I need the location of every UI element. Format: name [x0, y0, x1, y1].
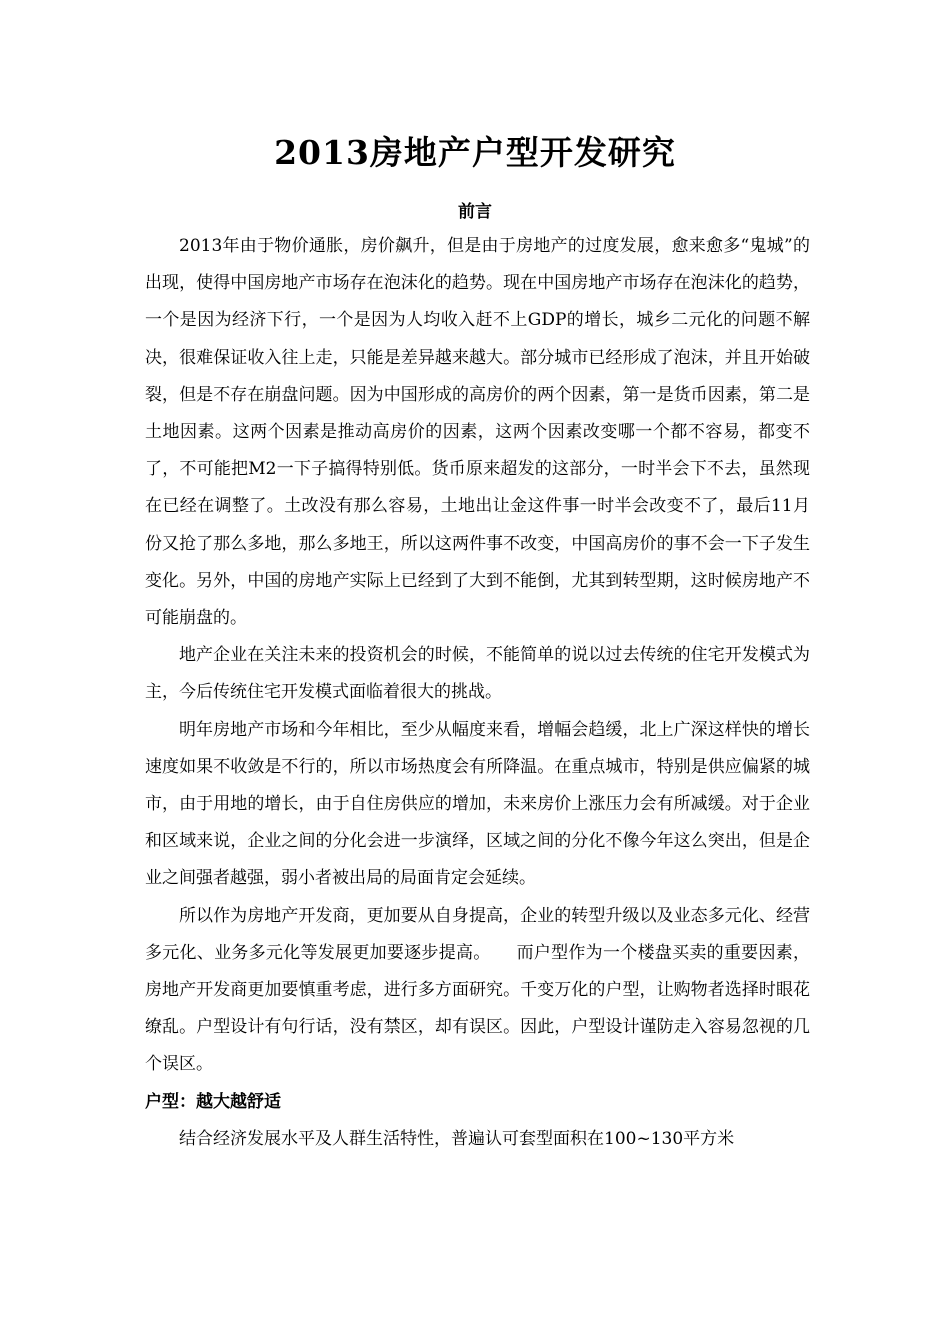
section-paragraph: 结合经济发展水平及人群生活特性，普遍认可套型面积在100~130平方米 [179, 1128, 735, 1149]
paragraph-1: 2013年由于物价通胀，房价飙升，但是由于房地产的过度发展，愈来愈多“鬼城”的出现，使得中国房地产市场存在泡沫化的趋势。现在中国房地产市场存在泡沫化的趋势，一个是因为经济下行，一个是因为人均收入赶不上GDP的增长，城乡二元化的问题不解决，很难保证收入往上走，只能是差异越来越大。部分城市已经形成了泡沫，并且开始破裂，但是不存在崩盘问题。因为中国形成的高房价的两个因素，第一是货币因素，第二是土地因素。这两个因素是推动高房价的因素，这两个因素改变哪一个都不容易，都变不了，不可能把M2一下子搞得特别低。货币原来超发的这部分，一时半会下不去，虽然现在已经在调整了。土改没有那么容易，土地出让金这件事一时半会改变不了，最后11月份又抢了那么多地，那么多地王，所以这两件事不改变，中国高房价的事不会一下子发生变化。另外，中国的房地产实际上已经到了大到不能倒，尤其到转型期，这时候房地产不可能崩盘的。 [145, 236, 810, 629]
document-body [145, 228, 810, 1158]
preface-heading: 前言 [458, 202, 492, 222]
paragraph-2: 地产企业在关注未来的投资机会的时候，不能简单的说以过去传统的住宅开发模式为主，今后传统住宅开发模式面临着很大的挑战。 [145, 645, 810, 703]
paragraph-3: 明年房地产市场和今年相比，至少从幅度来看，增幅会趋缓，北上广深这样快的增长速度如果不收敛是不行的，所以市场热度会有所降温。在重点城市，特别是供应偏紧的城市，由于用地的增长，由于自住房供应的增加，未来房价上涨压力会有所减缓。对于企业和区域来说，企业之间的分化会进一步演绎，区域之间的分化不像今年这么突出，但是企业之间强者越强，弱小者被出局的局面肯定会延续。 [145, 719, 810, 889]
document-title: 2013房地产户型开发研究 [274, 133, 676, 172]
paragraph-4: 所以作为房地产开发商，更加要从自身提高，企业的转型升级以及业态多元化、经营多元化、业务多元化等发展更加要逐步提高。 而户型作为一个楼盘买卖的重要因素，房地产开发商更加要慎重考虑，进行多方面研究。千变万化的户型，让购物者选择时眼花缭乱。户型设计有句行话，没有禁区，却有误区。因此，户型设计谨防走入容易忽视的几个误区。 [145, 905, 810, 1075]
section-heading: 户型：越大越舒适 [145, 1091, 281, 1112]
